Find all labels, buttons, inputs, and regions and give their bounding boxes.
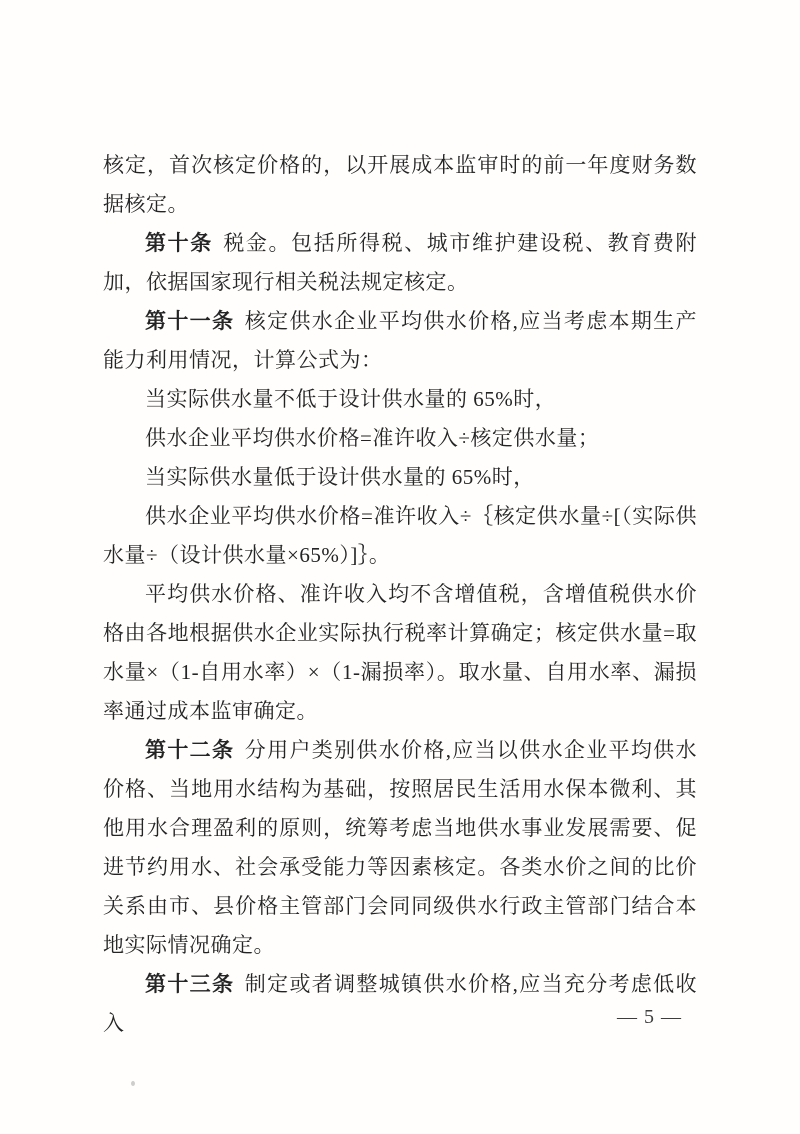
paragraph-text: 当实际供水量低于设计供水量的 65%时， <box>145 465 535 489</box>
paragraph-article-12 <box>103 731 697 965</box>
paragraph-text: 供水企业平均供水价格=准许收入÷｛核定供水量÷[（实际供水量÷（设计供水量×65%）]｝。 <box>103 504 697 567</box>
paragraph-article-13 <box>103 965 697 1043</box>
formula-condition-line <box>103 458 697 497</box>
formula-condition-line <box>103 380 697 419</box>
article-number-label: 第十三条 <box>145 972 235 996</box>
paragraph-text: 供水企业平均供水价格=准许收入÷核定供水量； <box>145 426 600 450</box>
paragraph-text: 核定，首次核定价格的，以开展成本监审时的前一年度财务数据核定。 <box>103 153 697 216</box>
document-body <box>103 146 697 1043</box>
formula-line <box>103 419 697 458</box>
paragraph-text: 当实际供水量不低于设计供水量的 65%时， <box>145 387 557 411</box>
scan-speck <box>131 1081 135 1086</box>
paragraph-explanation <box>103 575 697 731</box>
article-number-label: 第十一条 <box>145 309 235 333</box>
paragraph-text: 税金。包括所得税、城市维护建设税、教育费附加，依据国家现行相关税法规定核定。 <box>103 231 698 294</box>
paragraph-text: 平均供水价格、准许收入均不含增值税，含增值税供水价格由各地根据供水企业实际执行税率计算确定；核定供水量=取水量×（1-自用水率）×（1-漏损率）。取水量、自用水率、漏损率通过成本监审确定。 <box>103 582 697 723</box>
paragraph-text: 分用户类别供水价格,应当以供水企业平均供水价格、当地用水结构为基础，按照居民生活用水保本微利、其他用水合理盈利的原则，统筹考虑当地供水事业发展需要、促进节约用水、社会承受能力等因素核定。各类水价之间的比价关系由市、县价格主管部门会同同级供水行政主管部门结合本地实际情况确定。 <box>103 738 698 957</box>
paragraph-text: 制定或者调整城镇供水价格,应当充分考虑低收入 <box>103 972 698 1035</box>
paragraph-continuation <box>103 146 697 224</box>
article-number-label: 第十条 <box>145 231 213 255</box>
paragraph-article-10 <box>103 224 697 302</box>
page-number: — 5 — <box>617 1006 682 1028</box>
formula-line <box>103 497 697 575</box>
article-number-label: 第十二条 <box>145 738 235 762</box>
paragraph-article-11 <box>103 302 697 380</box>
paragraph-text: 核定供水企业平均供水价格,应当考虑本期生产能力利用情况，计算公式为： <box>103 309 698 372</box>
